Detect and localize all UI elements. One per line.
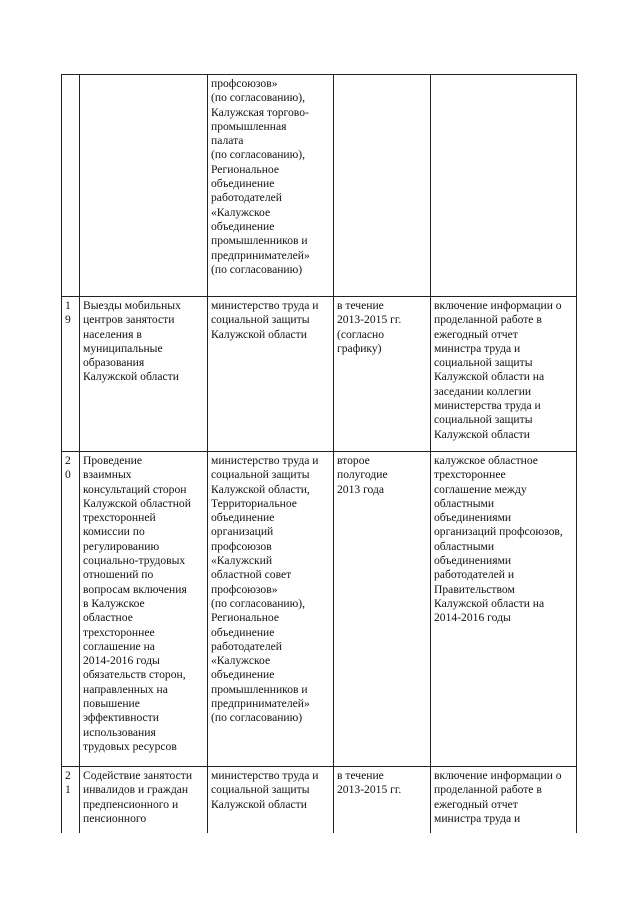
term-cell: второе полугодие 2013 года (334, 452, 431, 767)
result-cell: включение информации о проделанной работе в ежегодный отчет министра труда и социальной защиты Калужской области на заседании коллегии министерства труда и социальной защиты Калужской области (431, 297, 577, 452)
term-cell (334, 75, 431, 297)
activity-cell: Проведение взаимных консультаций сторон Калужской областной трехсторонней комиссии по регулированию социально-трудовых отношений по вопросам включения в Калужское областное трехстороннее соглашение на 2014-2016 годы обязательств сторон, направленных на повышение эффективности использования трудовых ресурсов (80, 452, 208, 767)
result-cell: калужское областное трехстороннее соглашение между областными объединениями организаций профсоюзов, областными объединениями работодателей и Правительством Калужской области на 2014-2016 годы (431, 452, 577, 767)
row-number-cell: 21 (62, 767, 80, 833)
executors-cell: министерство труда и социальной защиты Калужской области, Территориальное объединение организаций профсоюзов «Калужский областной совет профсоюзов» (по согласованию), Региональное объединение работодателей «Калужское объединение промышленников и предпринимателей» (по согласованию) (208, 452, 334, 767)
activity-cell: Выезды мобильных центров занятости населения в муниципальные образования Калужской области (80, 297, 208, 452)
executors-cell: профсоюзов» (по согласованию), Калужская торгово- промышленная палата (по согласованию), Региональное объединение работодателей «Калужское объединение промышленников и предпринимателей» (по согласованию) (208, 75, 334, 297)
term-cell: в течение 2013-2015 гг. (согласно графику) (334, 297, 431, 452)
row-number-cell (62, 75, 80, 297)
row-number-cell: 19 (62, 297, 80, 452)
result-cell (431, 75, 577, 297)
executors-cell: министерство труда и социальной защиты Калужской области (208, 297, 334, 452)
term-cell: в течение 2013-2015 гг. (334, 767, 431, 833)
activity-plan-table (61, 74, 577, 833)
row-number-cell: 20 (62, 452, 80, 767)
activity-cell (80, 75, 208, 297)
table-row (62, 297, 577, 452)
table-row (62, 75, 577, 297)
executors-cell: министерство труда и социальной защиты Калужской области (208, 767, 334, 833)
table-row (62, 452, 577, 767)
table-row (62, 767, 577, 833)
result-cell: включение информации о проделанной работе в ежегодный отчет министра труда и (431, 767, 577, 833)
activity-cell: Содействие занятости инвалидов и граждан предпенсионного и пенсионного (80, 767, 208, 833)
